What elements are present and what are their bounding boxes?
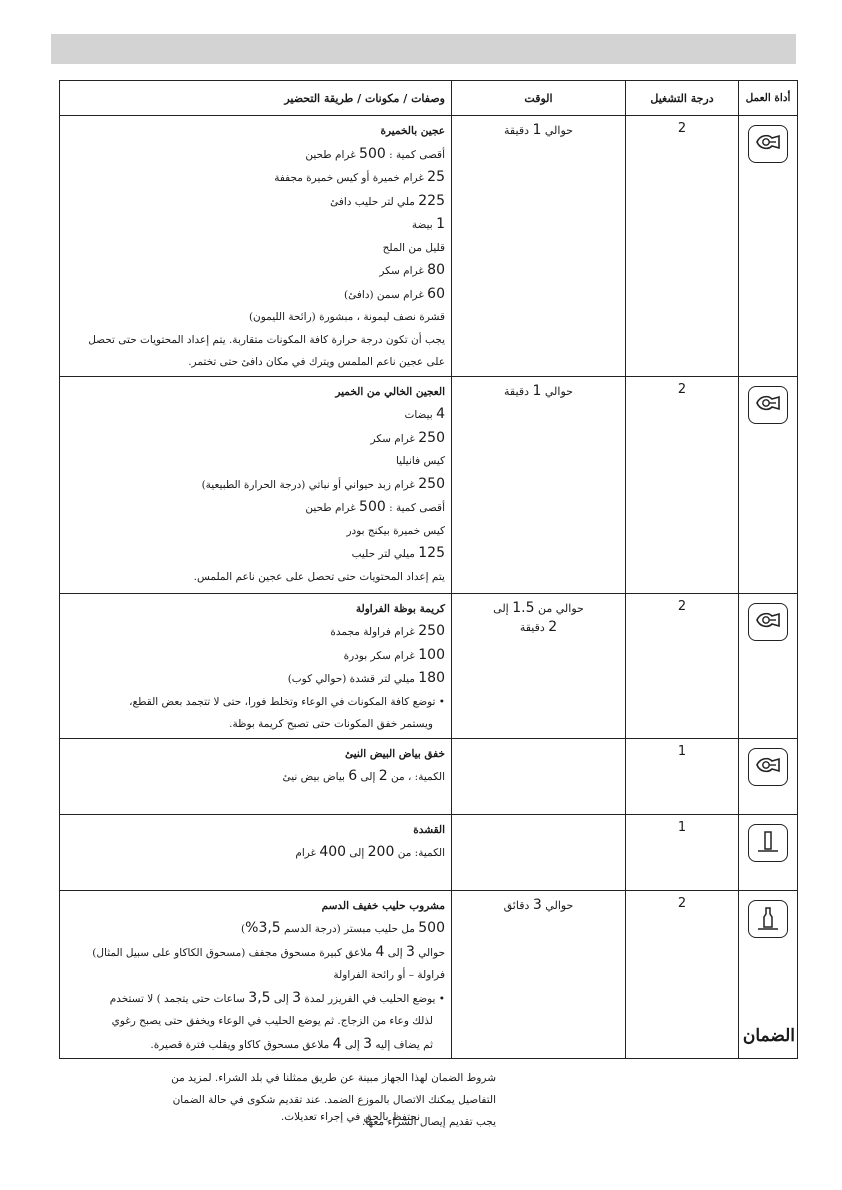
ingredient-line [66,166,445,190]
instruction-bullet: • توضع كافة المكونات في الوعاء وتخلط فورا، حتى لا تتجمد بعض القطع، [129,695,445,708]
line-text: يوضع الحليب في الفريزر لمدة [301,992,436,1005]
line-text: غرام فراولة مجمدة [330,626,419,638]
ingredient-line [66,520,445,543]
line-text: إلى [384,946,406,959]
recipe-cell [60,376,452,593]
time-number: 1.5 [512,599,535,616]
time-number: 1 [532,382,542,399]
quantity: 250 [418,475,445,492]
quantity: 80 [427,262,445,278]
time-cell [452,376,626,593]
quantity: 225 [418,192,445,209]
level-cell: 2 [626,890,739,1059]
line-text: غرام سكر بودرة [343,649,419,662]
time-text: إلى [493,601,513,615]
ingredient-line [66,259,445,283]
warranty-text [36,1067,496,1133]
line-text: قشرة نصف ليمونة ، مبشورة (رائحة الليمون) [248,311,445,323]
header-time: الوقت [452,81,626,116]
warranty-note: نحتفظ بالحق في إجراء تعديلات. [280,1111,420,1123]
quantity: 250 [418,429,445,446]
recipe-table [59,80,798,1059]
header-level: درجة التشغيل [626,81,739,116]
line-text: حوالي [414,946,445,959]
time-text: دقائق [503,898,533,912]
quantity: 6 [348,768,358,784]
line-text: غرام طحين [305,502,360,514]
line-text: ميلي لتر حليب [351,548,419,560]
recipe-title: خفق بياض البيض النيئ [344,747,445,760]
line-text: إلى [270,992,293,1005]
line-text: غرام طحين [305,148,360,161]
table-row [60,116,798,377]
level-cell: 2 [626,376,739,593]
tool-cell [739,738,798,814]
ingredient-line [66,329,445,352]
time-cell [452,593,626,738]
ingredient-line [66,283,445,307]
time-number: 1 [532,122,542,138]
quantity: 125 [418,545,445,561]
tool-cell [739,376,798,593]
table-row [60,738,798,814]
ingredient-line [66,306,445,329]
line-text: غرام [295,847,320,859]
quantity: 4 [332,1035,342,1052]
ingredient-line [66,841,445,865]
line-text: إلى [341,1038,364,1051]
quantity: 500 [359,499,386,515]
line-text: ميلي لتر قشدة (حوالي كوب) [287,673,419,685]
ingredient-line [66,403,445,427]
time-text: حوالي [541,124,573,137]
line-text: يتم إعداد المحتويات حتى تحصل على عجين ناعم الملمس. [193,570,445,583]
quantity: 1 [436,216,445,232]
line-text: يجب أن تكون درجة حرارة كافة المكونات متقاربة. يتم إعداد المحتويات حتى تحصل [88,333,445,346]
line-text: ) [241,923,246,935]
recipe-cell [60,116,452,377]
ingredient-line [66,213,445,237]
ingredient-line [66,542,445,566]
time-text: حوالي [541,384,573,398]
time-text: حوالي [541,898,574,912]
tool-cell [739,116,798,377]
quantity: 3 [363,1035,373,1052]
line-text: أقصى كمية : [385,502,445,514]
ingredient-line [66,941,445,965]
level-cell: 2 [626,593,739,738]
quantity: 3 [292,989,302,1006]
quantity: 4 [436,406,445,422]
line-text: ساعات حتى يتجمد ) لا تستخدم [109,992,249,1005]
instruction-continuation: ويستمر خفق المكونات حتى تصبح كريمة بوظة. [229,718,433,730]
line-text: قليل من الملح [382,241,445,254]
time-cell [452,116,626,377]
whisk-attachment-icon [748,386,788,424]
ingredient-line [66,644,445,668]
quantity: 400 [319,844,347,860]
time-text: دقيقة [504,124,533,137]
line-text: الكمية: ، من [387,771,445,783]
warranty-line: يجب تقديم إيصال الشراء معها. [362,1116,496,1128]
line-text: كيس فانيليا [395,455,445,467]
time-line [453,896,624,915]
recipe-cell [60,814,452,890]
recipe-title: كريمة بوظة الفراولة [355,602,445,615]
ingredient-line [66,620,445,644]
recipe-title: العجين الخالي من الخمير [335,385,445,398]
blender-blade-icon [748,900,788,938]
recipe-title: مشروب حليب خفيف الدسم [321,899,445,912]
recipe-title: القشدة [413,823,445,836]
line-text: مل حليب مبستر (درجة الدسم [280,923,419,935]
time-number: 3 [532,896,542,913]
ingredient-line [66,237,445,260]
ingredient-line [66,143,445,167]
quantity: 100 [418,646,445,663]
ingredient-line [66,473,445,497]
quantity: 250 [418,623,445,639]
ingredient-line [66,765,445,789]
line-text: بياض بيض نيئ [282,771,349,783]
recipe-cell [60,738,452,814]
ingredient-line [66,964,445,987]
quantity: 25 [427,169,445,185]
recipe-title: عجين بالخميرة [380,125,445,137]
line-text: فراولة – أو رائحة الفراولة [333,969,445,981]
line-text: على عجين ناعم الملمس ويترك في مكان دافئ حتى تختمر. [188,356,445,368]
time-line [453,618,624,637]
time-line [453,121,624,140]
line-text: غرام خميرة أو كيس خميرة مجففة [274,172,428,184]
ingredient-line [66,566,445,589]
time-number: 2 [548,618,558,635]
warranty-heading: الضمان [742,1026,795,1046]
quantity: 2 [378,768,388,784]
line-text: غرام زبد حيواني أو نباتي (درجة الحرارة الطبيعية) [201,478,419,491]
line-text: ملاعق كبيرة مسحوق مجفف (مسحوق الكاكاو على سبيل المثال) [92,946,376,959]
line-text: الكمية: من [394,847,445,859]
line-text: أقصى كمية : [385,148,445,161]
instruction-bullet: • يوضع الحليب في الفريزر لمدة 3 إلى 3,5 ساعات حتى يتجمد ) لا تستخدم [109,989,445,1006]
time-cell [452,814,626,890]
line-text: إلى [346,847,368,859]
line-text: ثم يضاف إليه [372,1038,433,1051]
ingredient-line [66,496,445,520]
line-text: غرام سكر [379,265,428,277]
instruction-continuation: لذلك وعاء من الزجاج. ثم يوضع الحليب في الوعاء ويخفق حتى يصبح رغوي [111,1015,433,1027]
ingredient-line [66,351,445,374]
quantity: 3 [405,943,415,960]
line-text: غرام سمن (دافئ) [344,288,428,301]
instruction-continuation [66,1033,445,1057]
time-text: حوالي من [534,601,584,615]
warranty-line: التفاصيل يمكنك الاتصال بالموزع الضمد. عند تقديم شكوى في حالة الضمان [172,1094,496,1106]
tool-cell [739,814,798,890]
level-cell: 1 [626,814,739,890]
time-text: دقيقة [504,384,533,398]
line-text: توضع كافة المكونات في الوعاء وتخلط فورا، حتى لا تتجمد بعض القطع، [129,695,436,708]
whisk-attachment-icon [748,125,788,163]
quantity: 3,5% [245,920,281,936]
header-description: وصفات / مكونات / طريقة التحضير [60,81,452,116]
mixer-blade-icon [748,824,788,862]
line-text: غرام سكر [370,432,419,445]
whisk-attachment-icon [748,603,788,641]
line-text: ملي لتر حليب دافئ [330,195,419,208]
line-text: كيس خميرة بيكنج بودر [346,524,445,537]
time-line [453,599,624,618]
quantity: 200 [367,844,395,860]
ingredient-line [66,427,445,451]
line-text: بيضة [411,219,437,231]
recipe-cell [60,593,452,738]
line-text: إلى [357,771,379,783]
level-cell: 1 [626,738,739,814]
quantity: 4 [375,943,385,960]
quantity: 60 [427,285,445,302]
level-cell: 2 [626,116,739,377]
header-bar [51,34,796,64]
quantity: 180 [418,670,445,686]
line-text: ملاعق مسحوق كاكاو ويقلب فترة قصيرة. [150,1038,333,1051]
header-tool: أداة العمل [739,81,798,116]
recipe-cell [60,890,452,1059]
table-row [60,814,798,890]
ingredient-line [66,450,445,473]
line-text: بيضات [404,409,437,421]
table-row [60,593,798,738]
time-cell [452,890,626,1059]
table-header-row [60,81,798,116]
quantity: 500 [359,145,386,162]
ingredient-line [66,667,445,691]
tool-cell [739,593,798,738]
ingredient-line [66,917,445,941]
table-row [60,890,798,1059]
quantity: 500 [418,920,445,936]
time-cell [452,738,626,814]
time-line [453,382,624,401]
warranty-line: شروط الضمان لهذا الجهاز مبينة عن طريق ممثلنا في بلد الشراء. لمزيد من [171,1072,496,1084]
whisk-attachment-icon [748,748,788,786]
time-text: دقيقة [519,620,549,634]
quantity: 3,5 [248,989,271,1006]
table-row [60,376,798,593]
ingredient-line [66,190,445,214]
